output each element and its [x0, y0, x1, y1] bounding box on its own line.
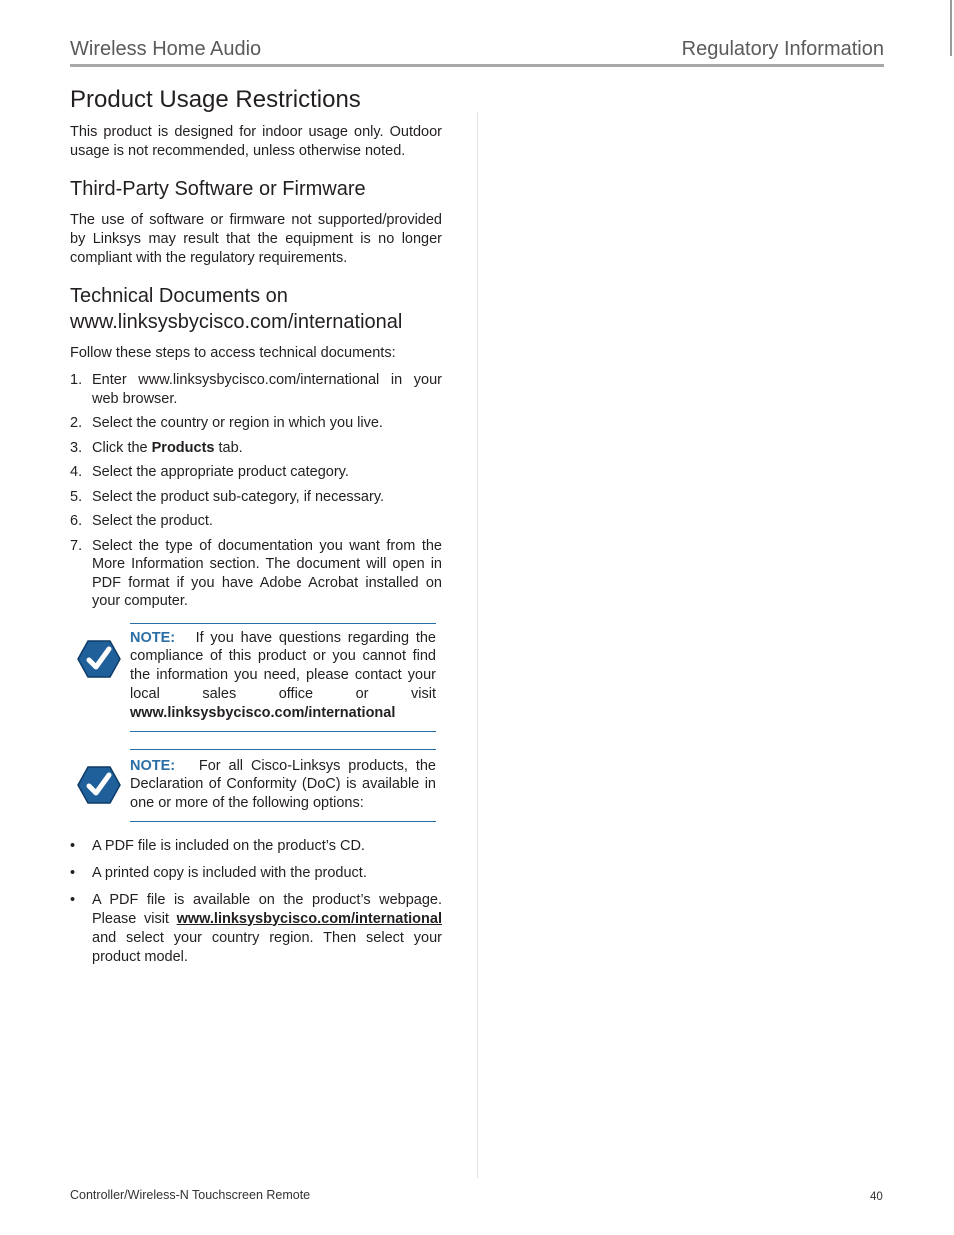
steps-list	[70, 371, 442, 611]
page-edge-mark	[950, 0, 952, 56]
step-item	[70, 371, 442, 408]
step-number: 2.	[70, 415, 83, 431]
step-item	[70, 414, 442, 433]
checkmark-note-icon	[76, 639, 122, 679]
step-text: Enter www.linksysbycisco.com/international in your web browser.	[92, 372, 442, 407]
step-text: Select the product.	[92, 513, 213, 529]
note-bottom-rule	[130, 731, 436, 732]
step-text: Select the country or region in which you live.	[92, 415, 383, 431]
products-tab-label: Products	[151, 439, 215, 456]
list-item-text: A printed copy is included with the product.	[92, 864, 367, 881]
section-title-technical-documents	[70, 283, 442, 335]
usage-restrictions-body: This product is designed for indoor usage only. Outdoor usage is not recommended, unless otherwise noted.	[70, 124, 442, 159]
note-top-rule	[130, 749, 436, 750]
list-item	[70, 837, 442, 856]
step-text: tab.	[214, 439, 243, 456]
note-bottom-rule	[130, 821, 436, 822]
step-item	[70, 439, 442, 458]
step-text: Click the	[92, 439, 152, 456]
step-item	[70, 488, 442, 507]
list-item-text: A PDF file is available on the product’s webpage. Please visit	[92, 891, 442, 927]
step-text: Select the product sub-category, if necessary.	[92, 488, 385, 505]
list-item	[70, 864, 442, 883]
step-item	[70, 463, 442, 482]
list-item-text: A PDF file is included on the product’s CD.	[92, 837, 365, 854]
header-chapter-title: Regulatory Information	[681, 38, 884, 60]
note-declaration-text	[130, 757, 436, 813]
list-item	[70, 891, 442, 967]
international-link[interactable]: www.linksysbycisco.com/international	[130, 704, 396, 721]
step-number: 5.	[70, 488, 83, 505]
step-number: 7.	[70, 537, 83, 554]
checkmark-note-icon	[76, 765, 122, 805]
bullet: •	[70, 864, 76, 881]
note-compliance-text	[130, 629, 436, 723]
left-column	[70, 86, 442, 975]
column-divider	[477, 112, 478, 1178]
bullet: •	[70, 891, 76, 908]
note-body: If you have questions regarding the compliance of this product or you cannot find the information you need, please contact your local sales office or visit	[130, 629, 437, 702]
note-label: NOTE:	[130, 757, 176, 774]
step-text: Select the type of documentation you want from the More Information section. The document will open in PDF format if you have Adobe Acrobat installed on your computer.	[92, 537, 442, 609]
footer-product-name: Controller/Wireless-N Touchscreen Remote	[70, 1188, 311, 1202]
header-product-title: Wireless Home Audio	[70, 38, 262, 60]
step-number: 4.	[70, 464, 83, 480]
note-body: For all Cisco-Linksys products, the Declaration of Conformity (DoC) is available in one or more of the following options:	[130, 757, 437, 812]
step-text: Select the appropriate product category.	[92, 464, 349, 480]
section-title-usage-restrictions: Product Usage Restrictions	[70, 86, 361, 113]
step-number: 3.	[70, 439, 83, 456]
tech-docs-intro: Follow these steps to access technical documents:	[70, 345, 396, 361]
tech-docs-title-line2: www.linksysbycisco.com/international	[70, 311, 403, 333]
header-rule	[70, 64, 884, 67]
step-number: 6.	[70, 513, 83, 529]
note-top-rule	[130, 623, 436, 624]
note-compliance	[70, 623, 442, 747]
bullet: •	[70, 837, 76, 854]
step-item	[70, 512, 442, 531]
step-item	[70, 537, 442, 611]
international-link[interactable]: www.linksysbycisco.com/international	[176, 910, 442, 927]
tech-docs-title-line1: Technical Documents on	[70, 285, 288, 307]
step-number: 1.	[70, 372, 83, 388]
third-party-body: The use of software or firmware not supported/provided by Linksys may result that the equipment is no longer compliant with the regulatory requirements.	[70, 212, 442, 266]
section-title-third-party: Third-Party Software or Firmware	[70, 178, 366, 200]
list-item-text: and select your country region. Then select your product model.	[92, 929, 442, 965]
doc-options-list	[70, 837, 442, 967]
note-label: NOTE:	[130, 629, 176, 646]
page-number: 40	[870, 1191, 883, 1203]
note-declaration	[70, 749, 442, 837]
